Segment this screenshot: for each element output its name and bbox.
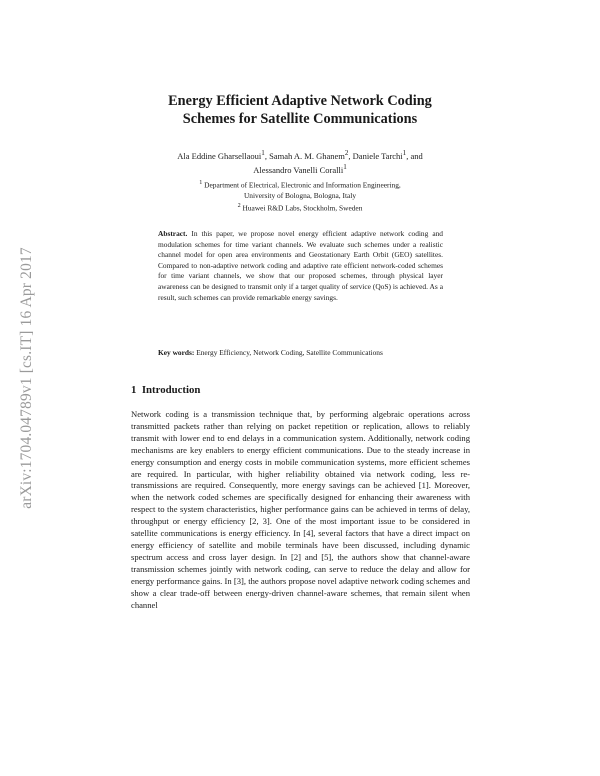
- author-conjunction: and: [410, 150, 423, 161]
- author-name: Samah A. M. Ghanem: [269, 150, 345, 161]
- section-number: 1: [131, 384, 137, 396]
- title-line-1: Energy Efficient Adaptive Network Coding: [168, 93, 432, 109]
- section-title: Introduction: [141, 384, 201, 396]
- arxiv-identifier-stamp: [17, 189, 35, 566]
- affiliation-marker: 1: [261, 149, 265, 157]
- affiliation-text: Department of Electrical, Electronic and Information Engineering,: [204, 180, 401, 190]
- affiliation-marker: 2: [344, 149, 349, 157]
- arxiv-identifier-text: arXiv:1704.04789v1 [cs.IT] 16 Apr 2017: [17, 246, 35, 509]
- introduction-paragraph: Network coding is a transmission technique that, by performing algebraic operations across transmitted packets rather than relying on packet repetition or replication, allows to reliably transmit with lower end to end delays in a communication system. Additionally, network coding mechanisms are key enablers to energy efficient communications. Due to the steady increase in energy consumption and energy costs in mobile communication systems, more efficient schemes are required. In particular, with higher reliability obtained via network coding, less re-transmissions are required. Consequently, more energy savings can be achieved [1]. Moreover, when the network coded schemes are specifically designed for enhancing their awareness with respect to the system characteristics, higher performance gains can be achieved in terms of delay, throughput or energy efficiency [2, 3]. One of the most important issue to be considered in satellite communications is energy efficiency. In [4], several factors that have a direct impact on energy efficiency of satellite and mobile terminals have been discussed, including dynamic spectrum access and cross layer design. In [2] and [5], the authors show that channel-aware transmission schemes jointly with network coding, can serve to reduce the delay and allow for energy performance gains. In [3], the authors propose novel adaptive network coding schemes and show a clear trade-off between energy-driven channel-aware schemes, that remain silent when channel: [131, 409, 470, 610]
- keywords-label: Key words:: [158, 348, 195, 357]
- author-name: Daniele Tarchi: [352, 150, 403, 161]
- author-name: Ala Eddine Gharsellaoui: [177, 150, 262, 161]
- title-line-2: Schemes for Satellite Communications: [182, 111, 418, 127]
- affiliation-marker: 1: [343, 162, 347, 171]
- affiliation-1-line-2: University of Bologna, Bologna, Italy: [243, 190, 357, 200]
- keywords-text: Energy Efficiency, Network Coding, Satellite Communications: [196, 348, 383, 357]
- abstract-text: In this paper, we propose novel energy efficient adaptive network coding and modulation schemes for time variant channels. We evaluate such schemes under a realistic channel model for open area environments and Geostationary Earth Orbit (GEO) satellites. Compared to non-adaptive network coding and adaptive rate efficient network-coded schemes for time variant channels, we show that our proposed schemes, through physical layer awareness can be designed to transmit only if a target quality of service (QoS) is achieved. As a result, such schemes can provide remarkable energy savings.: [158, 229, 443, 302]
- keywords: [158, 348, 443, 359]
- paper-title: [125, 92, 475, 128]
- author-line-1: Ala Eddine Gharsellaoui$^1$, Samah A. M. Ghanem$^2$, Daniele Tarchi$^1$, and: [177, 149, 423, 161]
- abstract: [158, 229, 443, 303]
- author-list: [120, 148, 480, 176]
- section-heading: [131, 384, 200, 396]
- abstract-label: Abstract.: [158, 229, 188, 238]
- affiliations: [150, 178, 450, 214]
- affiliation-text: Huawei R&D Labs, Stockholm, Sweden: [242, 203, 363, 213]
- author-line-2: [120, 162, 480, 176]
- affiliation-marker: 1: [199, 180, 203, 186]
- affiliation-marker: 2: [237, 202, 241, 209]
- affiliation-2: [150, 201, 450, 214]
- affiliation-marker: 1: [402, 149, 407, 157]
- affiliation-1-line-1: [150, 178, 450, 191]
- author-name: Alessandro Vanelli Coralli: [253, 164, 344, 175]
